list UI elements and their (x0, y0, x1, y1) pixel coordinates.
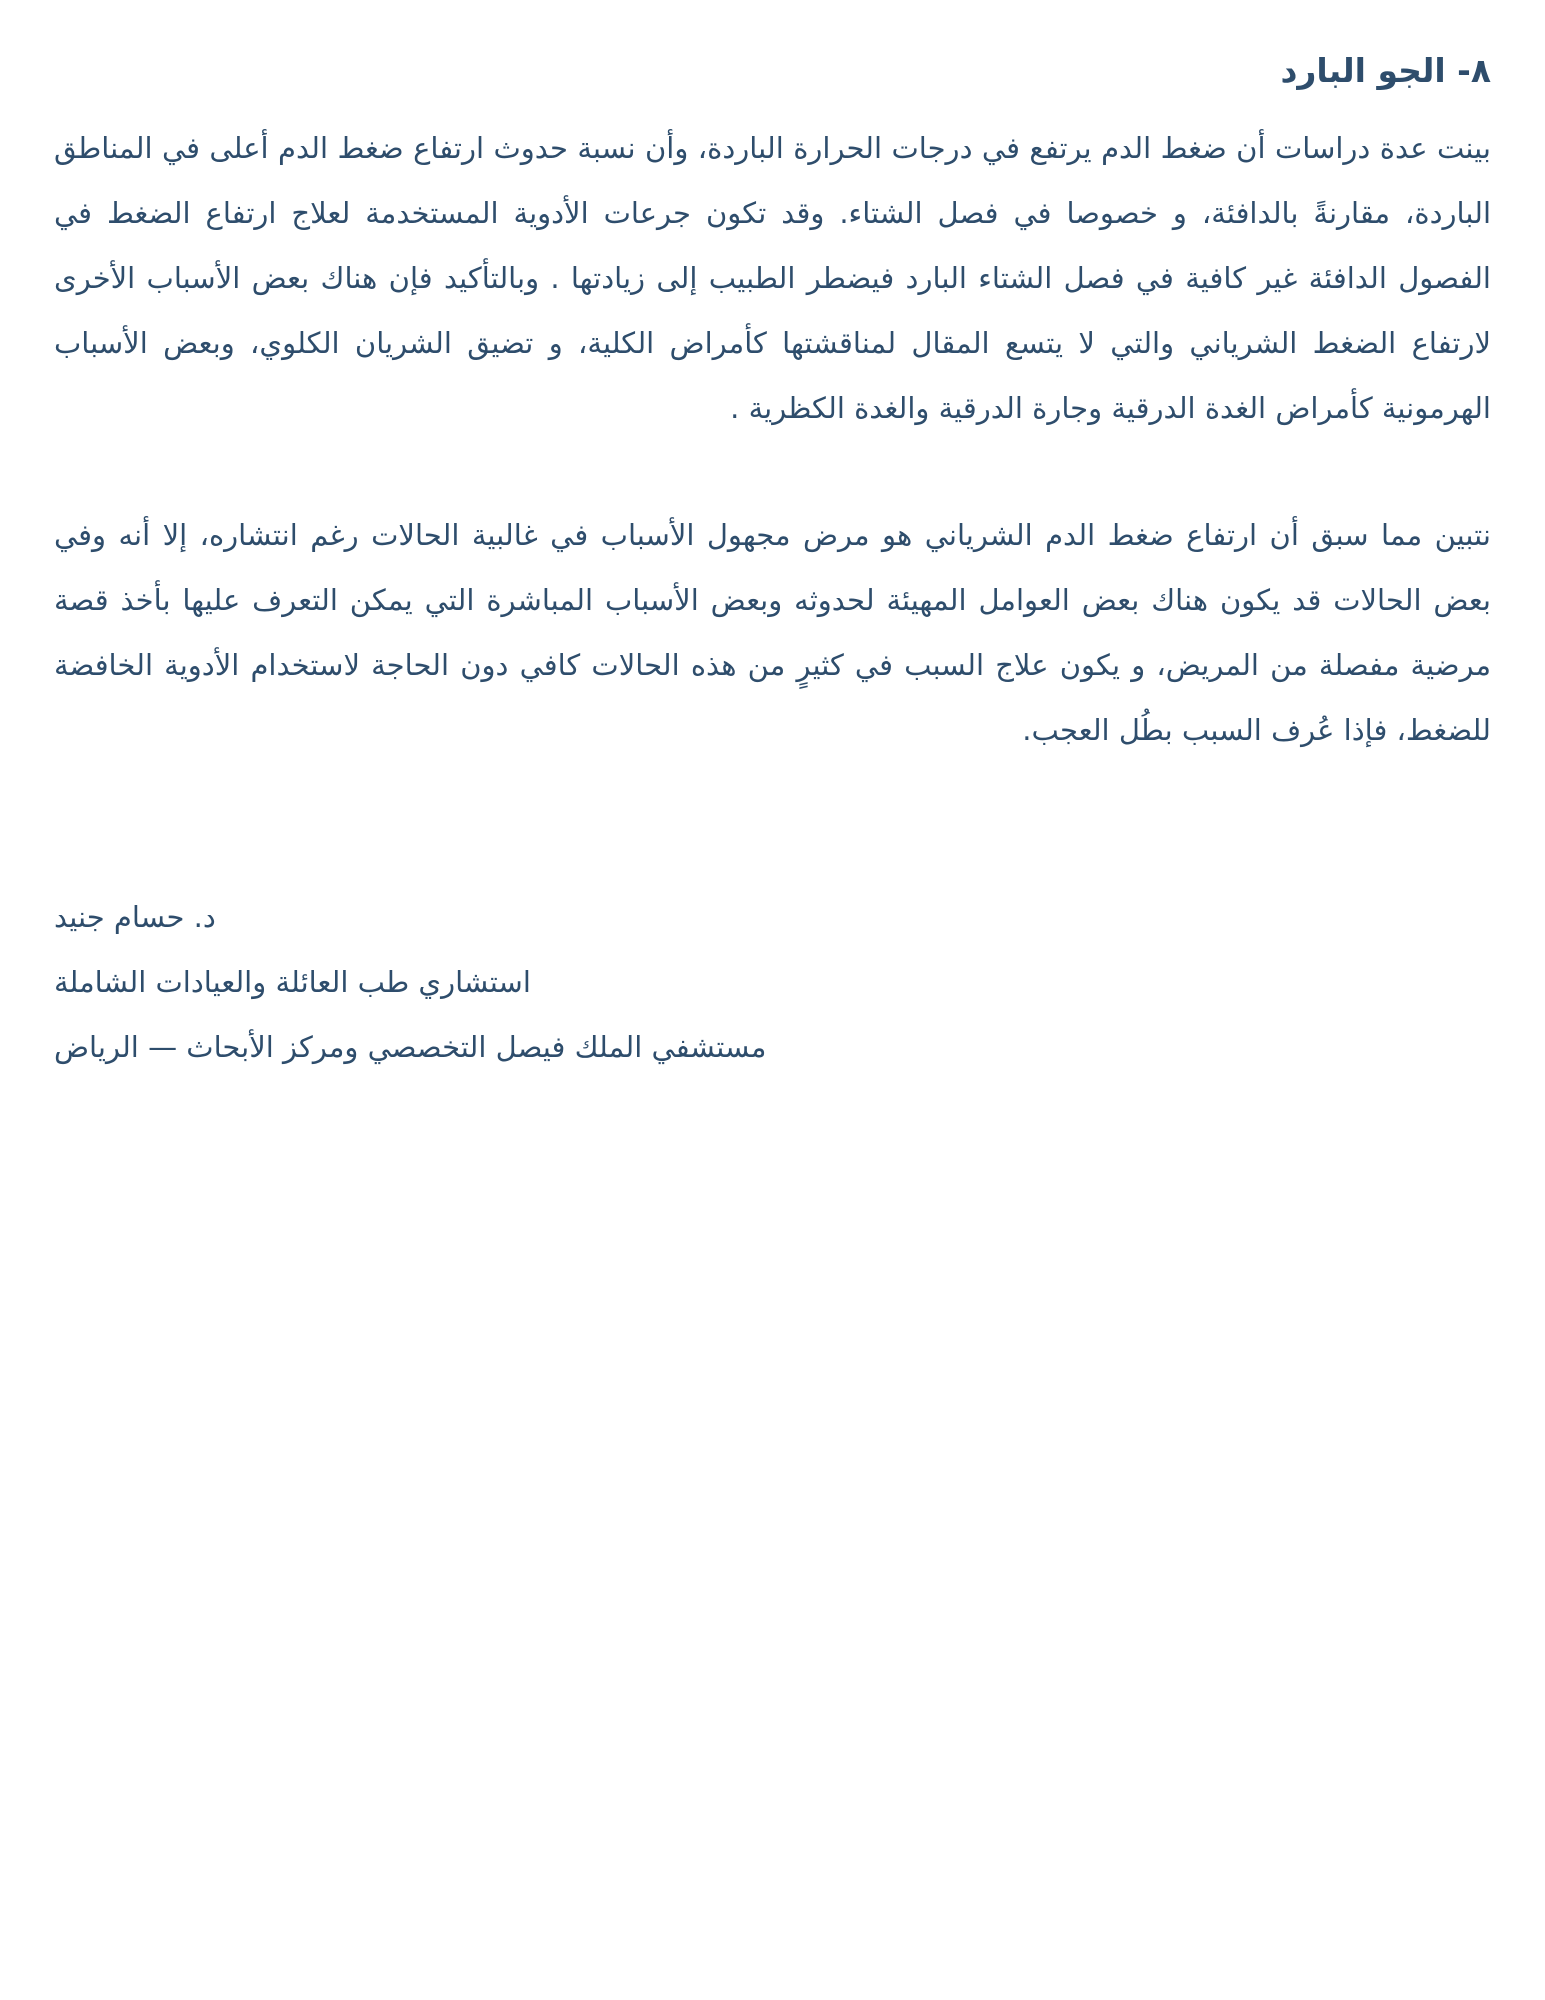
signature-title: استشاري طب العائلة والعيادات الشاملة (54, 965, 531, 999)
signature-affiliation: مستشفي الملك فيصل التخصصي ومركز الأبحاث — الرياض (54, 1030, 767, 1064)
signature-name: د. حسام جنيد (54, 900, 216, 934)
paragraph-cold-weather: بينت عدة دراسات أن ضغط الدم يرتفع في درجات الحرارة الباردة، وأن نسبة حدوث ارتفاع ضغط الدم أعلى في المناطق الباردة، مقارنةً بالدافئة، و خصوصا في فصل الشتاء. وقد تكون جرعات الأدوية المستخدمة لعلاج ارتفاع الضغط في الفصول الدافئة غير كافية في فصل الشتاء البارد فيضطر الطبيب إلى زيادتها . وبالتأكيد فإن هناك بعض الأسباب الأخرى لارتفاع الضغط الشرياني والتي لا يتسع المقال لمناقشتها كأمراض الكلية، و تضيق الشريان الكلوي، وبعض الأسباب الهرمونية كأمراض الغدة الدرقية وجارة الدرقية والغدة الكظرية . (54, 131, 1491, 425)
signature-block (54, 885, 1491, 1080)
section-heading: ٨- الجو البارد (1280, 51, 1491, 90)
paragraph-conclusion: نتبين مما سبق أن ارتفاع ضغط الدم الشرياني هو مرض مجهول الأسباب في غالبية الحالات رغم انتشاره، إلا أنه وفي بعض الحالات قد يكون هناك بعض العوامل المهيئة لحدوثه وبعض الأسباب المباشرة التي يمكن التعرف عليها بأخذ قصة مرضية مفصلة من المريض، و يكون علاج السبب في كثيرٍ من هذه الحالات كافي دون الحاجة لاستخدام الأدوية الخافضة للضغط، فإذا عُرف السبب بطُل العجب. (54, 518, 1491, 747)
